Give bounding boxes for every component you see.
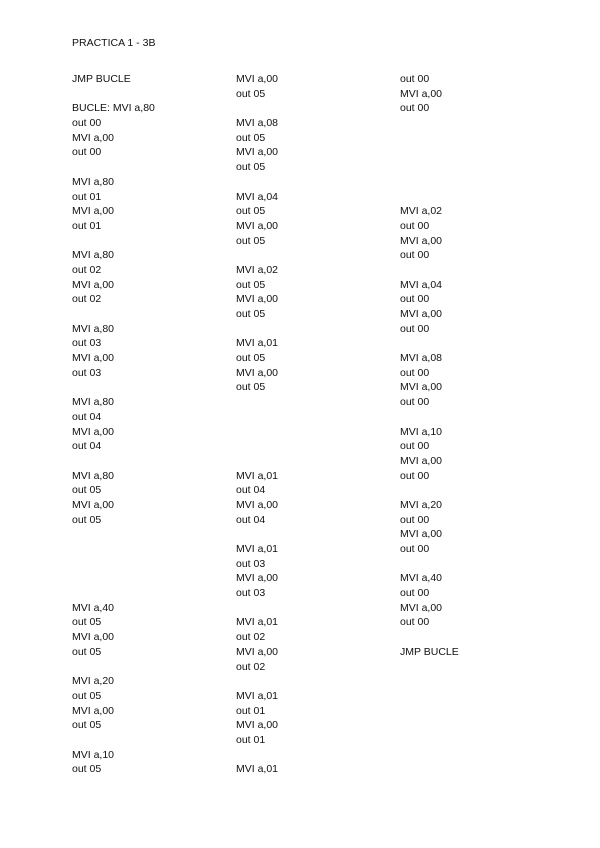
code-line: out 05	[236, 161, 266, 174]
code-line: MVI a,01	[236, 469, 279, 482]
code-line: out 04	[236, 513, 266, 526]
code-line: MVI a,80	[72, 396, 115, 409]
blank-line	[72, 660, 222, 675]
code-line: out 05	[236, 234, 266, 247]
code-line: out 00	[72, 146, 102, 159]
code-column-3	[400, 72, 550, 660]
code-line: out 05	[72, 719, 102, 732]
code-line: out 01	[72, 190, 102, 203]
blank-line	[236, 674, 386, 689]
blank-line	[72, 733, 222, 748]
code-line: out 00	[400, 366, 430, 379]
code-line: out 05	[72, 513, 102, 526]
code-line: out 00	[400, 102, 430, 115]
code-line: MVI a,40	[400, 572, 443, 585]
code-line: MVI a,00	[236, 498, 279, 511]
code-line: JMP BUCLE	[400, 645, 459, 658]
blank-line	[236, 454, 386, 469]
code-line: MVI a,00	[72, 631, 115, 644]
blank-line	[236, 425, 386, 440]
code-line: out 00	[400, 440, 430, 453]
blank-line	[400, 263, 550, 278]
blank-line	[400, 410, 550, 425]
blank-line	[400, 630, 550, 645]
code-line: out 05	[72, 616, 102, 629]
code-line: out 04	[236, 484, 266, 497]
code-line: out 05	[72, 645, 102, 658]
code-line: MVI a,00	[72, 205, 115, 218]
blank-line	[72, 307, 222, 322]
code-line: MVI a,40	[72, 601, 115, 614]
blank-line	[72, 571, 222, 586]
code-line: out 00	[400, 249, 430, 262]
blank-line	[72, 542, 222, 557]
code-line: MVI a,08	[236, 117, 279, 130]
blank-line	[236, 322, 386, 337]
code-line: MVI a,00	[72, 278, 115, 291]
code-line: MVI a,20	[400, 498, 443, 511]
blank-line	[72, 454, 222, 469]
code-line: out 02	[236, 660, 266, 673]
code-line: out 05	[72, 763, 102, 776]
code-line: out 00	[400, 543, 430, 555]
code-line: MVI a,02	[400, 205, 443, 218]
code-line: BUCLE: MVI a,80	[72, 102, 155, 115]
code-line: out 00	[400, 616, 430, 629]
code-line: MVI a,00	[72, 704, 115, 717]
code-line: MVI a,00	[400, 87, 443, 100]
code-line: out 05	[236, 352, 266, 365]
code-line: MVI a,80	[72, 175, 115, 188]
blank-line	[236, 248, 386, 263]
blank-line	[400, 175, 550, 190]
code-line: out 00	[400, 73, 430, 85]
blank-line	[400, 131, 550, 146]
code-line: MVI a,02	[236, 263, 279, 276]
blank-line	[400, 336, 550, 351]
code-line: MVI a,08	[400, 352, 443, 365]
code-line: MVI a,80	[72, 322, 115, 335]
code-line: MVI a,01	[236, 337, 279, 350]
code-line: MVI a,00	[400, 601, 443, 614]
code-line: MVI a,00	[236, 719, 279, 732]
code-line: MVI a,00	[236, 366, 279, 379]
blank-line	[72, 380, 222, 395]
code-line: MVI a,01	[236, 616, 279, 629]
code-column-2	[236, 72, 386, 777]
code-line: out 00	[400, 219, 430, 232]
code-line: out 00	[400, 469, 430, 482]
code-line: MVI a,00	[400, 454, 443, 467]
code-line: JMP BUCLE	[72, 73, 131, 85]
code-line: MVI a,01	[236, 689, 279, 702]
code-line: MVI a,20	[72, 675, 115, 688]
blank-line	[400, 557, 550, 572]
blank-line	[236, 410, 386, 425]
code-line: MVI a,80	[72, 469, 115, 482]
code-line: out 05	[236, 131, 266, 144]
code-line: MVI a,00	[400, 308, 443, 320]
code-line: MVI a,00	[400, 234, 443, 247]
blank-line	[72, 557, 222, 572]
code-line: out 05	[72, 689, 102, 702]
code-line: out 05	[236, 87, 266, 100]
code-line: out 05	[236, 381, 266, 394]
code-column-1	[72, 72, 222, 777]
code-line: MVI a,00	[236, 146, 279, 159]
code-line: out 04	[72, 410, 102, 423]
code-line: MVI a,01	[236, 543, 279, 555]
code-line: MVI a,00	[236, 219, 279, 232]
blank-line	[236, 395, 386, 410]
blank-line	[72, 586, 222, 601]
page-title: PRACTICA 1 - 3B	[72, 37, 156, 49]
code-line: MVI a,01	[236, 763, 279, 776]
code-line: MVI a,00	[400, 528, 443, 541]
code-line: out 02	[72, 263, 102, 276]
code-line: MVI a,00	[72, 425, 115, 438]
code-line: MVI a,10	[400, 425, 443, 438]
code-line: MVI a,04	[236, 190, 279, 203]
code-line: MVI a,00	[400, 381, 443, 394]
blank-line	[236, 439, 386, 454]
code-line: out 05	[236, 205, 266, 218]
code-line: out 03	[236, 557, 266, 570]
code-line: out 00	[400, 587, 430, 600]
blank-line	[400, 190, 550, 205]
code-line: MVI a,10	[72, 748, 115, 761]
blank-line	[236, 175, 386, 190]
blank-line	[236, 748, 386, 763]
code-line: out 04	[72, 440, 102, 453]
blank-line	[400, 160, 550, 175]
blank-line	[72, 527, 222, 542]
code-line: out 05	[236, 278, 266, 291]
code-line: out 05	[236, 308, 266, 320]
code-line: out 00	[400, 396, 430, 409]
code-line: MVI a,00	[236, 293, 279, 306]
blank-line	[236, 101, 386, 116]
code-line: out 01	[236, 733, 266, 746]
code-line: out 01	[236, 704, 266, 717]
code-line: MVI a,00	[72, 352, 115, 365]
code-line: out 02	[72, 293, 102, 306]
blank-line	[400, 116, 550, 131]
blank-line	[72, 234, 222, 249]
blank-line	[72, 160, 222, 175]
code-line: MVI a,00	[72, 498, 115, 511]
code-line: out 03	[72, 337, 102, 350]
code-line: MVI a,00	[236, 645, 279, 658]
blank-line	[72, 87, 222, 102]
blank-line	[236, 601, 386, 616]
code-line: out 01	[72, 219, 102, 232]
code-line: out 03	[72, 366, 102, 379]
code-line: MVI a,04	[400, 278, 443, 291]
code-line: out 05	[72, 484, 102, 497]
code-line: out 00	[72, 117, 102, 130]
blank-line	[400, 145, 550, 160]
blank-line	[236, 527, 386, 542]
blank-line	[400, 483, 550, 498]
code-line: MVI a,00	[236, 572, 279, 585]
code-line: out 00	[400, 293, 430, 306]
code-line: MVI a,00	[72, 131, 115, 144]
code-line: out 02	[236, 631, 266, 644]
code-line: out 00	[400, 513, 430, 526]
code-line: MVI a,00	[236, 73, 279, 85]
code-line: MVI a,80	[72, 249, 115, 262]
code-line: out 03	[236, 587, 266, 600]
code-line: out 00	[400, 322, 430, 335]
